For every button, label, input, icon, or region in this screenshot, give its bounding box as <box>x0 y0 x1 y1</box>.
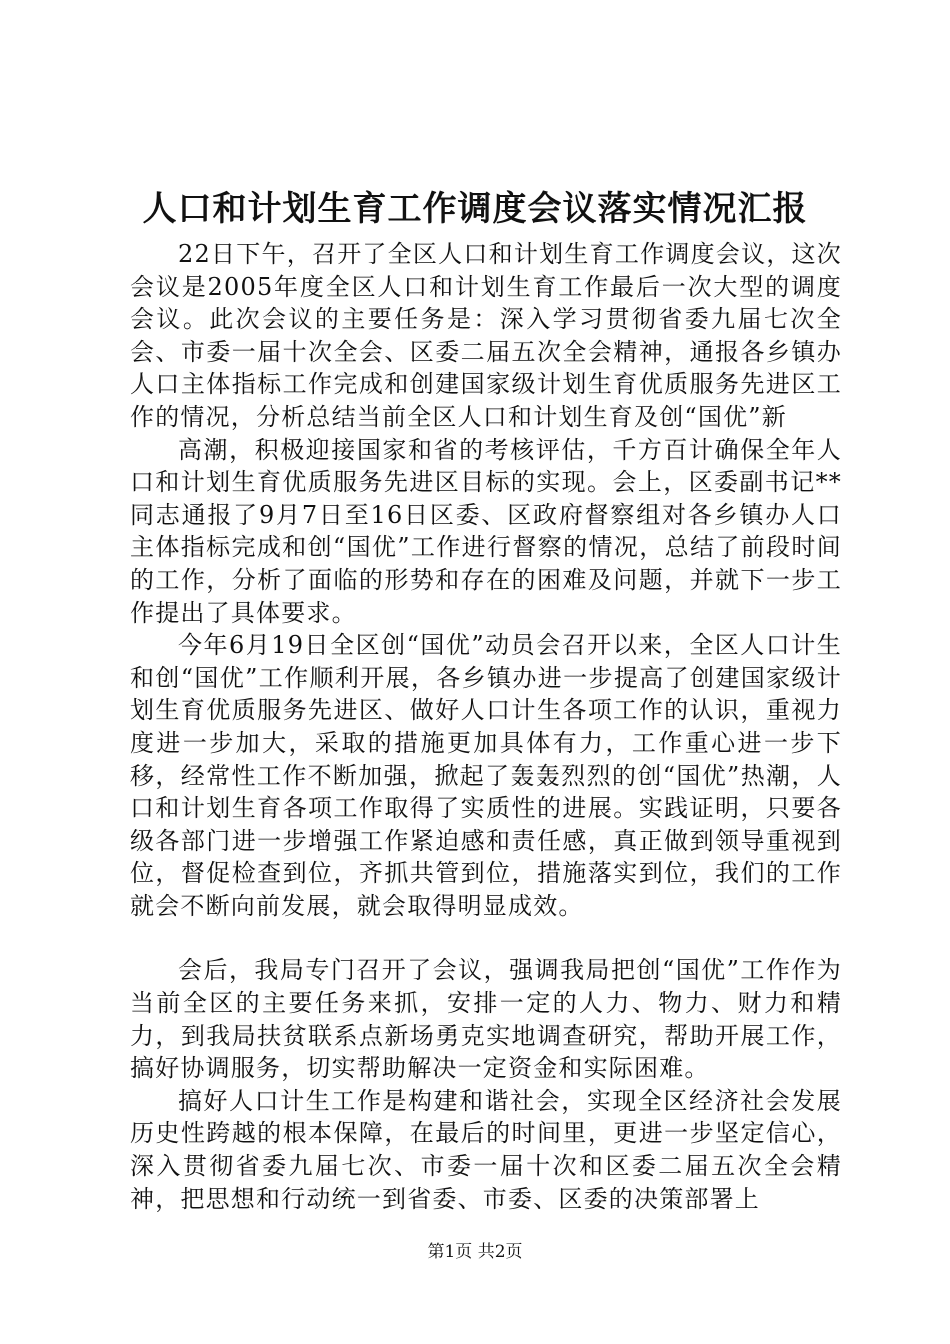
paragraph-1: 22日下午，召开了全区人口和计划生育工作调度会议，这次会议是2005年度全区人口和计划生育工作最后一次大型的调度会议。此次会议的主要任务是：深入学习贯彻省委九届七次全会、市委一届十次全会、区委二届五次全会精神，通报各乡镇办人口主体指标工作完成和创建国家级计划生育优质服务先进区工作的情况，分析总结当前全区人口和计划生育及创“国优”新 <box>130 240 842 431</box>
paragraph-5: 搞好人口计生工作是构建和谐社会，实现全区经济社会发展历史性跨越的根本保障，在最后的时间里，更进一步坚定信心，深入贯彻省委九届七次、市委一届十次和区委二届五次全会精神，把思想和行动统一到省委、市委、区委的决策部署上 <box>130 1086 842 1213</box>
page-footer: 第1页 共2页 <box>427 1242 523 1262</box>
document-title: 人口和计划生育工作调度会议落实情况汇报 <box>142 189 808 229</box>
paragraph-3: 今年6月19日全区创“国优”动员会召开以来，全区人口计生和创“国优”工作顺利开展，各乡镇办进一步提高了创建国家级计划生育优质服务先进区、做好人口计生各项工作的认识，重视力度进一步加大，采取的措施更加具体有力，工作重心进一步下移，经常性工作不断加强，掀起了轰轰烈烈的创“国优”热潮，人口和计划生育各项工作取得了实质性的进展。实践证明，只要各级各部门进一步增强工作紧迫感和责任感，真正做到领导重视到位，督促检查到位，齐抓共管到位，措施落实到位，我们的工作就会不断向前发展，就会取得明显成效。 <box>130 631 842 920</box>
paragraph-2: 高潮，积极迎接国家和省的考核评估，千方百计确保全年人口和计划生育优质服务先进区目标的实现。会上，区委副书记**同志通报了9月7日至16日区委、区政府督察组对各乡镇办人口主体指标完成和创“国优”工作进行督察的情况，总结了前段时间的工作，分析了面临的形势和存在的困难及问题，并就下一步工作提出了具体要求。 <box>130 435 842 627</box>
paragraph-4: 会后，我局专门召开了会议，强调我局把创“国优”工作作为当前全区的主要任务来抓，安排一定的人力、物力、财力和精力，到我局扶贫联系点新场勇克实地调查研究，帮助开展工作，搞好协调服务，切实帮助解决一定资金和实际困难。 <box>130 956 842 1083</box>
document-body <box>130 238 842 1215</box>
